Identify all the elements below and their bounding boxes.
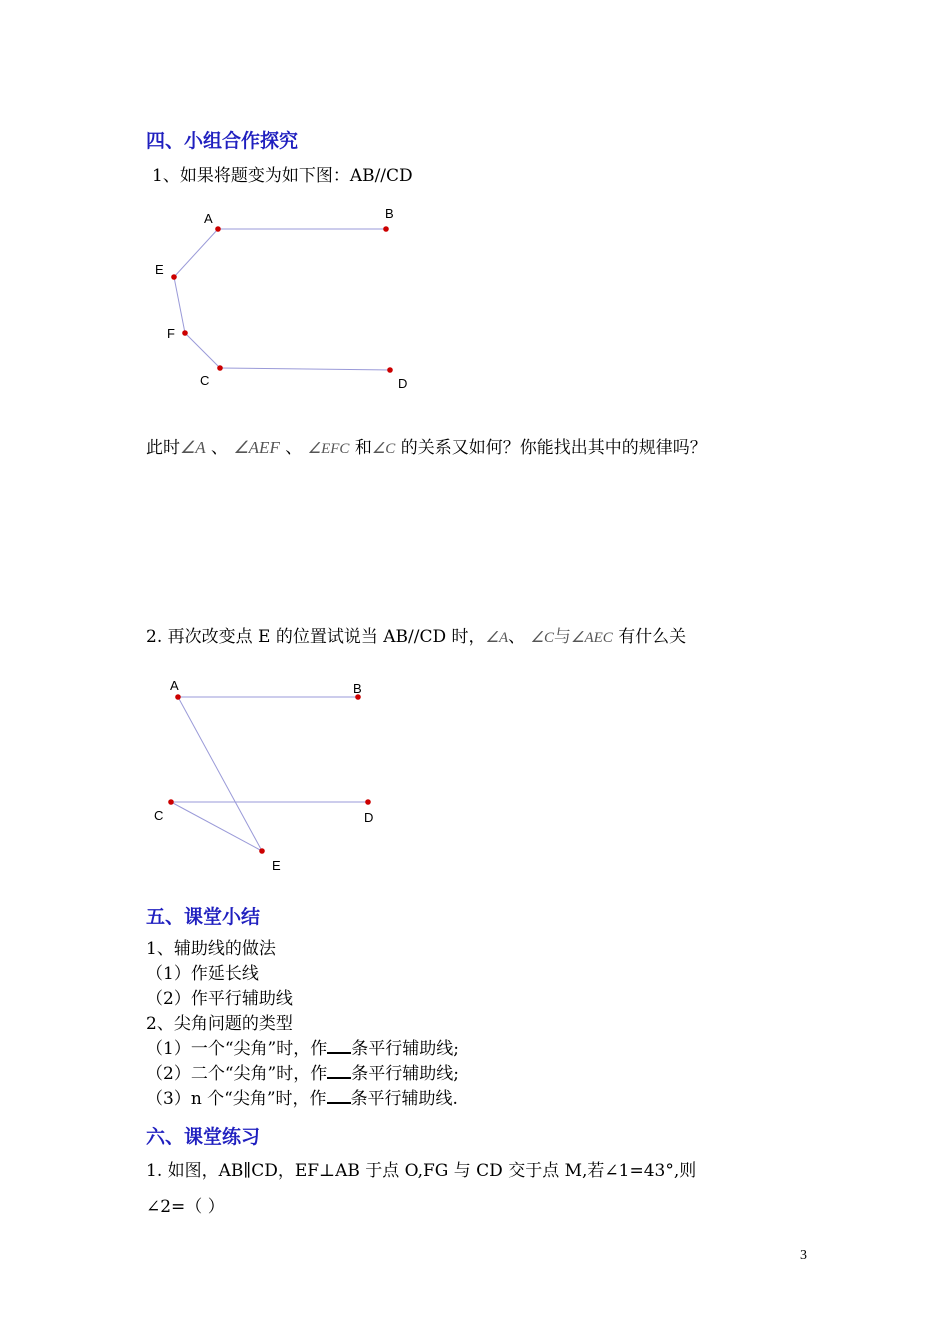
summary-line: 2、尖角问题的类型 [146,1014,293,1034]
label-e-2: E [272,858,281,873]
segment-cd [220,368,390,370]
label-b-2: B [353,681,362,696]
question-1-sentence: 此时∠A 、 ∠AEF 、 ∠EFC 和∠C 的关系又如何？你能找出其中的规律吗？ [146,438,707,458]
point-d [387,367,393,373]
fill-line-1: （1）一个“尖角”时，作 条平行辅助线; [146,1039,459,1059]
label-d: D [398,376,408,391]
summary-line: （1）作延长线 [146,964,259,984]
point-a-2 [175,694,181,700]
diagram-2 [140,670,400,880]
label-e: E [155,262,164,277]
point-a [215,226,221,232]
label-c: C [200,373,210,388]
summary-line: （2）作平行辅助线 [146,989,293,1009]
point-c [217,365,223,371]
point-d-2 [365,799,371,805]
summary-list [146,937,459,1112]
point-e [171,274,177,280]
exercise-1-line-2: ∠2=（ ） [146,1197,225,1217]
angle-c: ∠C [371,441,396,457]
label-b: B [385,206,394,221]
section-heading-5: 五、课堂小结 [146,906,261,928]
question-1: 1、如果将题变为如下图：AB//CD [152,166,413,186]
question-2: 2. 再次改变点 E 的位置试说当 AB//CD 时，∠A、 ∠C与∠AEC 有什么关 [146,627,687,647]
fill-line-2: （2）二个“尖角”时，作 条平行辅助线; [146,1064,459,1084]
summary-line: 1、辅助线的做法 [146,939,276,959]
angle-efc: ∠EFC [307,441,350,457]
page-number: 3 [800,1248,807,1263]
angle-aef: ∠AEF [233,438,280,457]
exercise-1-line-1: 1. 如图，AB∥CD，EF⊥AB 于点 O,FG 与 CD 交于点 M,若∠1=43°,则 [146,1161,697,1181]
label-f: F [167,326,175,341]
answer-blank [327,1038,351,1054]
angle-a: ∠A [180,438,206,457]
section-heading-6: 六、课堂练习 [146,1126,261,1148]
point-b [383,226,389,232]
section-heading-4: 四、小组合作探究 [146,130,299,152]
point-c-2 [168,799,174,805]
angle-aec: ∠AEC [571,630,613,646]
angle-c-2: ∠C [530,630,554,646]
angle-a-2: ∠A [485,630,509,646]
diagram-1 [140,195,440,405]
segment-fc [185,333,220,368]
label-d-2: D [364,810,374,825]
fill-line-3: （3）n 个“尖角”时，作 条平行辅助线. [146,1089,458,1109]
answer-blank [327,1063,351,1079]
point-e-2 [259,848,265,854]
label-c-2: C [154,808,164,823]
segment-ae [174,229,218,277]
label-a: A [204,211,213,226]
label-a-2: A [170,678,179,693]
segment-ef [174,277,185,333]
answer-blank [327,1088,351,1104]
point-f [182,330,188,336]
